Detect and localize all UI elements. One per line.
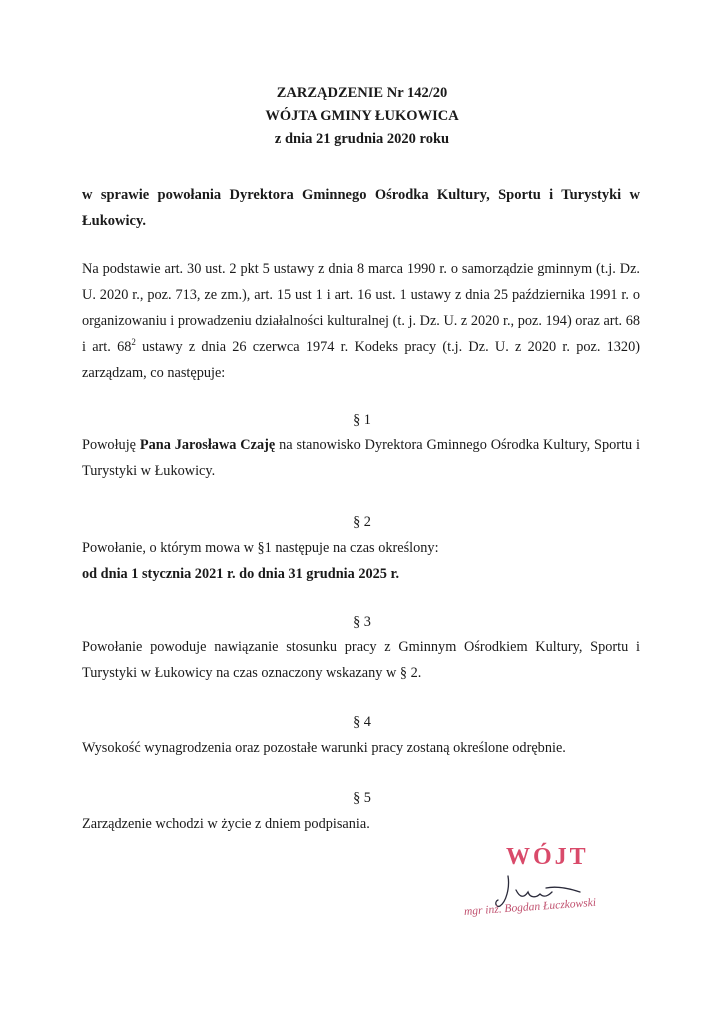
section-4-mark: § 4	[353, 714, 371, 730]
section-1-mark: § 1	[353, 412, 371, 428]
issuing-authority: WÓJTA GMINY ŁUKOWICA	[265, 108, 459, 124]
appointee-name: Pana Jarosława Czaję	[139, 437, 276, 453]
section-5-mark: § 5	[353, 790, 371, 806]
term-of-office: od dnia 1 stycznia 2021 r. do dnia 31 grudnia 2025 r.	[82, 566, 400, 582]
section-3-text: Powołanie powoduje nawiązanie stosunku pracy z Gminnym Ośrodkiem Kultury, Sportu i Turystyki w Łukowicy na czas oznaczony wskazany w § 2.	[82, 639, 640, 681]
document-header	[0, 82, 724, 151]
section-3-mark: § 3	[353, 614, 371, 630]
ordinance-number: ZARZĄDZENIE Nr 142/20	[276, 85, 448, 101]
section-2-line-1: Powołanie, o którym mowa w §1 następuje na czas określony:	[82, 540, 439, 556]
section-1-text	[82, 432, 640, 484]
legal-basis-paragraph	[82, 256, 640, 386]
section-4-text: Wysokość wynagrodzenia oraz pozostałe warunki pracy zostaną określone odrębnie.	[82, 740, 566, 756]
section-2-text	[82, 535, 640, 587]
legal-basis-text-2: ustawy z dnia 26 czerwca 1974 r. Kodeks pracy (t.j. Dz. U. z 2020 r. poz. 1320) zarządzam, co następuje:	[82, 339, 640, 381]
section-1-post: na stanowisko Dyrektora Gminnego Ośrodka Kultury, Sportu i Turystyki w Łukowicy.	[82, 437, 640, 479]
section-1-pre: Powołuję	[82, 437, 140, 453]
legal-basis-superscript: 2	[131, 337, 136, 347]
section-5-text: Zarządzenie wchodzi w życie z dniem podpisania.	[82, 816, 370, 832]
official-stamp	[446, 838, 646, 938]
mayor-name: mgr inż. Bogdan Łuczkowski	[463, 896, 597, 918]
ordinance-date: z dnia 21 grudnia 2020 roku	[274, 131, 450, 147]
stamp-title: WÓJT	[506, 844, 589, 870]
section-2-mark: § 2	[353, 514, 371, 530]
ordinance-subject: w sprawie powołania Dyrektora Gminnego Ośrodka Kultury, Sportu i Turystyki w Łukowicy.	[82, 187, 640, 229]
legal-basis-text-1: Na podstawie art. 30 ust. 2 pkt 5 ustawy z dnia 8 marca 1990 r. o samorządzie gminnym (t.j. Dz. U. 2020 r., poz. 713, ze zm.), art. 15 ust 1 i art. 16 ust. 1 ustawy z dnia 25 października 1991 r. o organizowaniu i prowadzeniu działalności kulturalnej (t. j. Dz. U. z 2020 r., poz. 194) oraz art. 68 i art. 68	[82, 261, 640, 355]
